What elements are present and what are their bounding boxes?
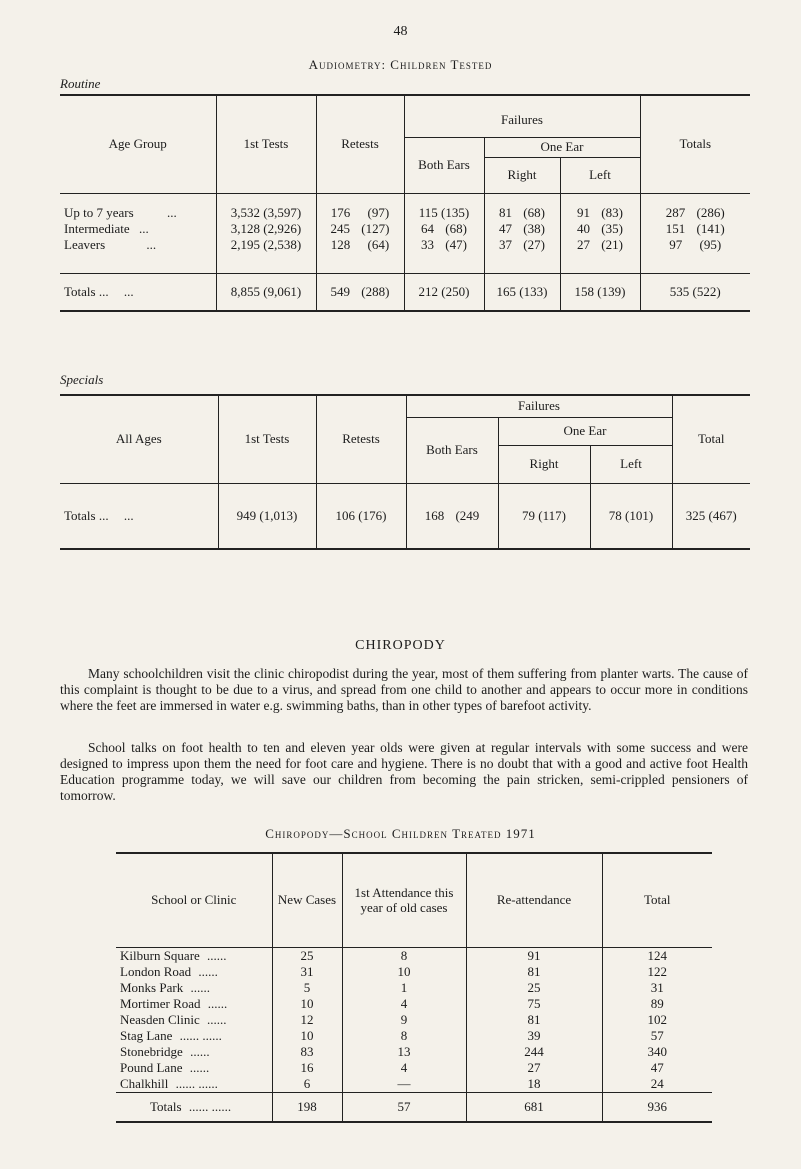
chiropody-table xyxy=(116,852,712,1123)
table-row: Chalkhill ...... ...... 6 — 18 24 xyxy=(116,1076,712,1093)
col-both-ears: Both Ears xyxy=(404,137,484,193)
table-row: Leavers ... 2,195 (2,538) 128 (64) 33 (47) 37 (27) 27 (21) 97 (95) xyxy=(60,237,750,253)
chiropody-paragraph-1: Many schoolchildren visit the clinic chiropodist during the year, most of them suffering from planter warts. The cause of this complaint is thought to be due to a virus, and spread from one child to another and appears to occur more in conditions where the feet are immersed in water e.g. swimming baths, than in other types of barefoot activity. xyxy=(60,666,748,713)
col-school-or-clinic: School or Clinic xyxy=(116,853,272,947)
col-total: Total xyxy=(672,395,750,483)
routine-audiometry-table xyxy=(60,94,750,312)
chiropody-table-heading: Chiropody—School Children Treated 1971 xyxy=(265,826,536,841)
col-reattendance: Re-attendance xyxy=(466,853,602,947)
col-totals: Totals xyxy=(640,95,750,193)
col-retests: Retests xyxy=(316,95,404,193)
col-first-attendance: 1st Attendance this year of old cases xyxy=(342,853,466,947)
col-age-group: Age Group xyxy=(60,95,216,193)
table-row: Intermediate ... 3,128 (2,926) 245 (127) 64 (68) 47 (38) 40 (35) 151 (141) xyxy=(60,221,750,237)
col-first-tests: 1st Tests xyxy=(218,395,316,483)
specials-audiometry-table xyxy=(60,394,750,550)
col-both-ears: Both Ears xyxy=(406,417,498,483)
col-total: Total xyxy=(602,853,712,947)
table-row: Neasden Clinic ...... 12 9 81 102 xyxy=(116,1012,712,1028)
table-row: Mortimer Road ...... 10 4 75 89 xyxy=(116,996,712,1012)
totals-row: Totals ... ... 949 (1,013) 106 (176) 168 (249 79 (117) 78 (101) 325 (467) xyxy=(60,483,750,549)
audiometry-heading: Audiometry: Children Tested xyxy=(308,57,493,72)
table-row: Kilburn Square ...... 25 8 91 124 xyxy=(116,947,712,964)
table-row: Up to 7 years ... 3,532 (3,597) 176 (97) 115 (135) 81 (68) 91 (83) 287 (286) xyxy=(60,205,750,221)
col-failures: Failures xyxy=(404,95,640,137)
col-left: Left xyxy=(590,445,672,483)
table-row: Monks Park ...... 5 1 25 31 xyxy=(116,980,712,996)
col-right: Right xyxy=(498,445,590,483)
chiropody-title: CHIROPODY xyxy=(355,638,446,653)
col-all-ages: All Ages xyxy=(60,395,218,483)
col-first-tests: 1st Tests xyxy=(216,95,316,193)
col-left: Left xyxy=(560,157,640,193)
specials-label: Specials xyxy=(60,372,104,387)
col-failures: Failures xyxy=(406,395,672,417)
col-right: Right xyxy=(484,157,560,193)
col-retests: Retests xyxy=(316,395,406,483)
table-row: Pound Lane ...... 16 4 27 47 xyxy=(116,1060,712,1076)
table-row: Stag Lane ...... ...... 10 8 39 57 xyxy=(116,1028,712,1044)
chiropody-paragraph-2: School talks on foot health to ten and eleven year olds were given at regular intervals with some success and were designed to impress upon them the need for foot care and hygiene. There is no doubt that with a good and active foot Health Education programme today, we will save our children from becoming the pain stricken, semi-crippled pensioners of tomorrow. xyxy=(60,740,748,803)
totals-row: Totals ...... ...... 198 57 681 936 xyxy=(116,1092,712,1122)
table-row: London Road ...... 31 10 81 122 xyxy=(116,964,712,980)
routine-label: Routine xyxy=(60,76,101,91)
page-number: 48 xyxy=(393,24,408,39)
col-one-ear: One Ear xyxy=(498,417,672,445)
col-new-cases: New Cases xyxy=(272,853,342,947)
totals-row: Totals ... ... 8,855 (9,061) 549 (288) 212 (250) 165 (133) 158 (139) 535 (522) xyxy=(60,273,750,311)
table-row: Stonebridge ...... 83 13 244 340 xyxy=(116,1044,712,1060)
col-one-ear: One Ear xyxy=(484,137,640,157)
